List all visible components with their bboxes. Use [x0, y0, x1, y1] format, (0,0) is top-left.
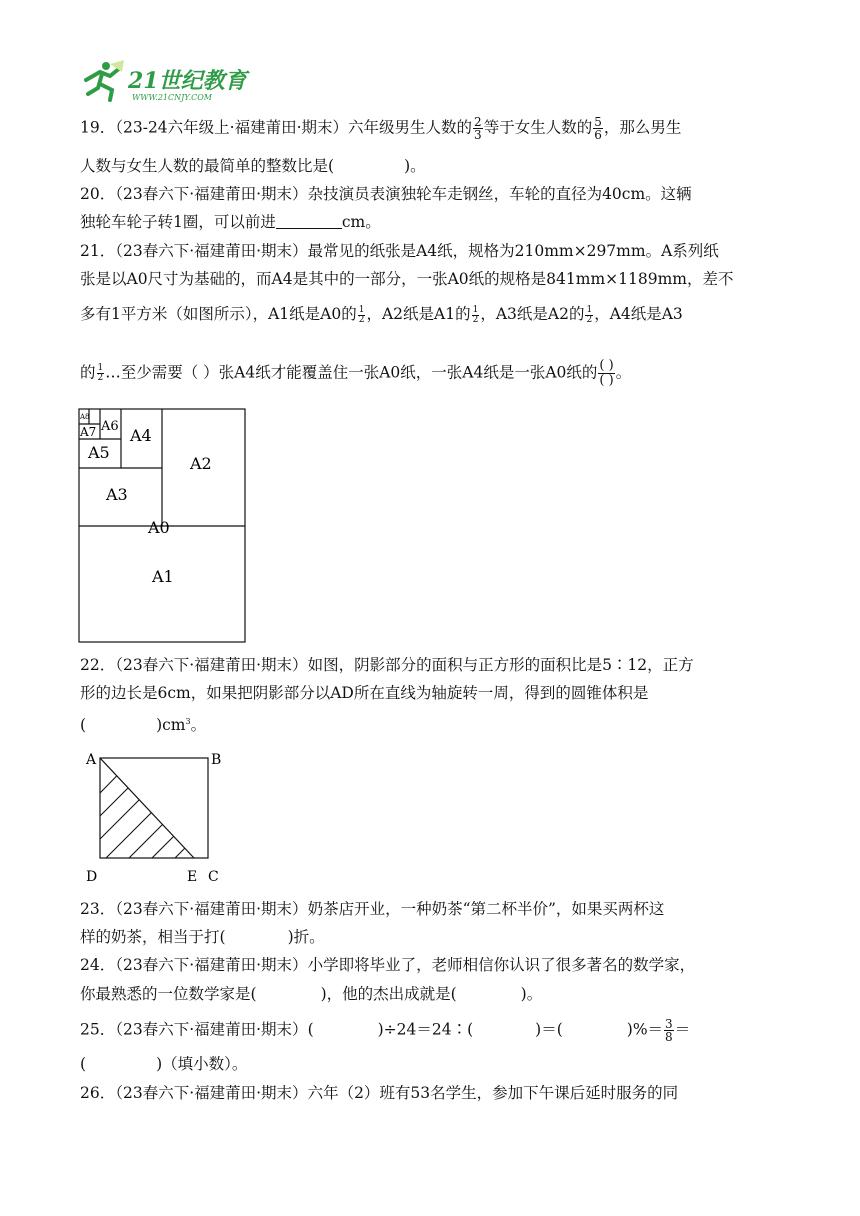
- square-diagram: [84, 748, 229, 886]
- question-source: （23-24六年级上·福建莆田·期末）: [115, 118, 349, 137]
- fraction: $\frac{1}{2}$: [358, 304, 365, 325]
- logo-sub-text: WWW.21CNJY.COM: [132, 93, 212, 102]
- fraction: $\frac{3}{8}$: [665, 1017, 673, 1044]
- question-source: （23春六下·福建莆田·期末）: [115, 1084, 308, 1102]
- q21-line4: 的 $\frac{1}{2}$ …至少需要（ ）张A4纸才能覆盖住一张A0纸，一张A4纸是一张A0纸的 $\frac{( )}{( )}$ 。: [80, 358, 632, 388]
- q20-line1: 20．（23春六下·福建莆田·期末）杂技演员表演独轮车走钢丝，车轮的直径为40cm。这辆: [80, 185, 692, 203]
- fraction: $\frac{1}{2}$: [97, 363, 104, 383]
- point-d: D: [86, 869, 98, 885]
- q22-line2: 形的边长是6cm，如果把阴影部分以AD所在直线为轴旋转一周，得到的圆锥体积是: [80, 684, 649, 702]
- question-number: 21．: [80, 242, 116, 260]
- label-a1: A1: [152, 567, 174, 586]
- label-a2: A2: [190, 454, 212, 473]
- label-a5: A5: [88, 443, 110, 462]
- question-number: 25．: [80, 1020, 116, 1039]
- question-source: （23春六下·福建莆田·期末）: [115, 900, 308, 918]
- label-a4: A4: [130, 426, 152, 445]
- fraction: $\frac{2}{3}$: [474, 115, 482, 142]
- site-logo: [80, 58, 260, 104]
- question-source: （23春六下·福建莆田·期末）: [115, 656, 308, 674]
- q19-line1: 19．（23-24六年级上·福建莆田·期末）六年级男生人数的 $\frac{2}{3}$ 等于女生人数的 $\frac{5}{6}$ ，那么男生: [80, 115, 682, 142]
- q23-line1: 23．（23春六下·福建莆田·期末）奶茶店开业，一种奶茶“第二杯半价”，如果买两杯这: [80, 900, 665, 918]
- label-a7: A7: [80, 425, 97, 439]
- question-source: （23春六下·福建莆田·期末）: [115, 185, 308, 203]
- question-source: （23春六下·福建莆田·期末）: [115, 242, 308, 260]
- q26-line1: 26．（23春六下·福建莆田·期末）六年（2）班有53名学生，参加下午课后延时服务的同: [80, 1084, 679, 1102]
- fraction-blank[interactable]: $\frac{( )}{( )}$: [599, 358, 614, 388]
- q21-line3: 多有1平方米（如图所示），A1纸是A0的 $\frac{1}{2}$ ，A2纸是A1的 $\frac{1}{2}$ ，A3纸是A2的 $\frac{1}{2}$ ，A4纸是A3: [80, 304, 683, 325]
- q23-line2: 样的奶茶，相当于打( )折。: [80, 928, 325, 946]
- question-source: （23春六下·福建莆田·期末）: [115, 1020, 308, 1039]
- q24-line1: 24．（23春六下·福建莆田·期末）小学即将毕业了，老师相信你认识了很多著名的数学家，: [80, 956, 696, 974]
- label-a6: A6: [101, 419, 119, 434]
- question-source: （23春六下·福建莆田·期末）: [115, 956, 308, 974]
- point-b: B: [211, 752, 222, 768]
- q22-line1: 22．（23春六下·福建莆田·期末）如图，阴影部分的面积与正方形的面积比是5∶12，正方: [80, 656, 694, 674]
- question-number: 26．: [80, 1084, 116, 1102]
- question-number: 24．: [80, 956, 116, 974]
- logo-main-text: 21世纪教育: [128, 68, 247, 94]
- runner-icon: [86, 60, 124, 100]
- question-number: 23．: [80, 900, 116, 918]
- a-paper-diagram: [78, 408, 248, 644]
- question-number: 20．: [80, 185, 116, 203]
- q19-line2: 人数与女生人数的最简单的整数比是( )。: [80, 157, 426, 175]
- point-e: E: [187, 869, 198, 885]
- q20-line2: 独轮车轮子转1圈，可以前进 cm。: [80, 213, 381, 231]
- question-number: 19．: [80, 118, 116, 137]
- q22-line3: ( )$cm^3$。: [80, 716, 207, 734]
- answer-blank[interactable]: [276, 212, 342, 229]
- point-a: A: [86, 752, 97, 768]
- question-number: 22．: [80, 656, 116, 674]
- q21-line2: 张是以A0尺寸为基础的，而A4是其中的一部分，一张A0纸的规格是841mm×1189mm，差不: [80, 270, 734, 288]
- fraction: $\frac{1}{2}$: [586, 304, 593, 325]
- q25-line2: ( )（填小数）。: [80, 1055, 248, 1073]
- q24-line2: 你最熟悉的一位数学家是( )，他的杰出成就是( )。: [80, 985, 543, 1003]
- label-a3: A3: [106, 485, 128, 504]
- hatched-triangle: [100, 748, 229, 858]
- label-a8: A8: [80, 413, 90, 421]
- q21-line1: 21．（23春六下·福建莆田·期末）最常见的纸张是A4纸，规格为210mm×297mm。A系列纸: [80, 242, 719, 260]
- q25-line1: 25．（23春六下·福建莆田·期末）( )÷24＝24∶( )＝( )%＝ $\frac{3}{8}$ ＝: [80, 1017, 691, 1044]
- point-c: C: [208, 869, 219, 885]
- label-a0: A0: [148, 518, 170, 537]
- fraction: $\frac{5}{6}$: [594, 115, 602, 142]
- fraction: $\frac{1}{2}$: [472, 304, 479, 325]
